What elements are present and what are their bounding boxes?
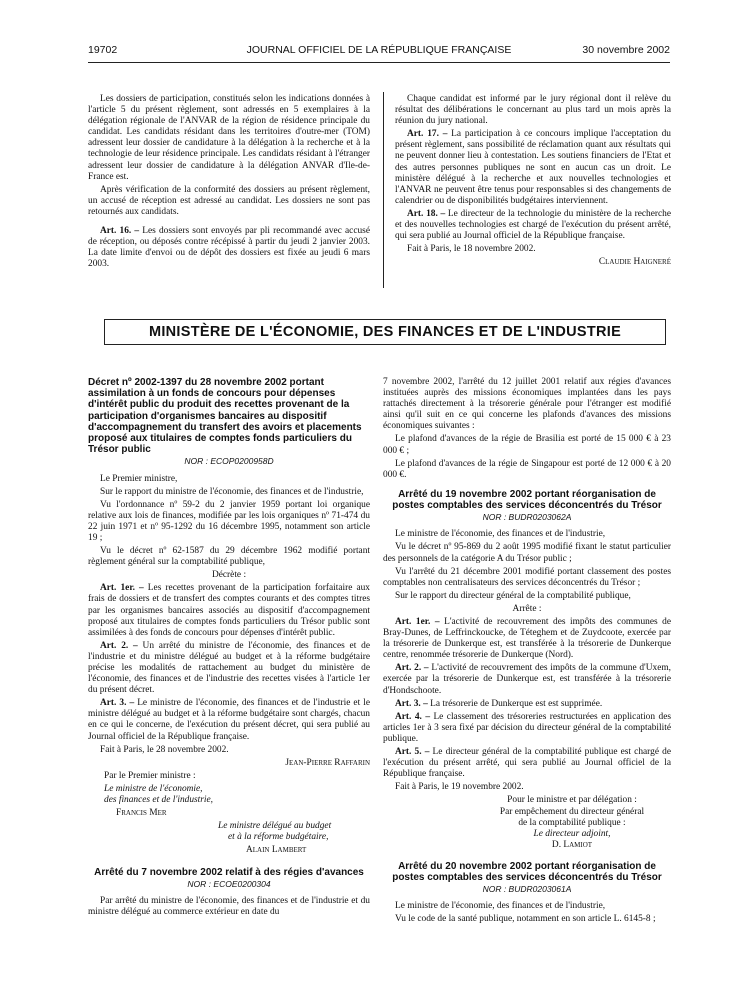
arrete-article-2: Art. 2. – L'activité de recouvrement des impôts de la commune d'Uxem, exercée par la trésorerie de Dunkerque est, est transférée à la trésorerie d'Hondschoote. [383,663,671,696]
page-header [88,44,670,63]
article-18: Art. 18. – Le directeur de la technologie du ministère de la recherche et des nouvelles technologies est chargé de l'exécution du présent arrêté, qui sera publié au Journal officiel de la République française. [395,208,671,242]
decrete: Décrète : [211,570,247,581]
signature: D. Lamiot [551,839,593,850]
paragraph: Sur le rapport du ministre de l'économie, des finances et de l'industrie, [100,486,364,497]
paragraph: Les dossiers de participation, constitués selon les indications données à l'article 5 du présent règlement, sont adressés en 5 exemplaires à la délégation régionale de l'ANVAR de la région de résidence principale du candidat. Les candidats résidant dans les territoires d'outre-mer (TOM) adressent leur dossier de candidature à la délégation à la recherche et à la technologie de leur résidence principale. Les candidats résidant à l'étranger adressent leur dossier de candidature à la délégation ANVAR d'Ile-de-France est. [88,94,370,182]
article-17: Art. 17. – La participation à ce concours implique l'acceptation du présent règlement, sans possibilité de réclamation quant aux résultats qui ne peuvent donner lieu à contestation. Les soutiens financiers de l'Etat et des autres personnes publiques ne sont en aucun cas un droit. Le ministère délégué à la recherche et aux nouvelles technologies et l'ANVAR ne peuvent être tenus pour responsables si des changements de calendrier ou de disponibilités budgétaires interviennent. [395,129,671,206]
decree-article-1: Art. 1er. – Les recettes provenant de la participation forfaitaire aux frais de dossiers et de transfert des comptes courants et des comptes titres par les organismes bancaires associés au dispositif d'accompagnement proposé aux titulaires de comptes fonds particuliers du Trésor public sont assimilées à des fonds de concours pour dépenses d'intérêt public. [88,583,370,638]
signature: Claudie Haigneré [598,257,671,268]
paragraph: Vu l'ordonnance nº 59-2 du 2 janvier 1959 portant loi organique relative aux lois de finances, modifiée par les lois organiques nº 71-474 du 22 juin 1971 et nº 95-1292 du 16 décembre 1995, notamment son article 19 ; [88,499,370,543]
paragraph: Le Premier ministre, [100,473,178,484]
paragraph: Le plafond d'avances de la régie de Singapour est porté de 12 000 € à 20 000 €. [383,458,671,480]
arrete-7nov-nor: NOR : ECOE0200304 [187,878,271,889]
delegation-line: Le directeur adjoint, [533,828,611,839]
decree-title: Décret nº 2002-1397 du 28 novembre 2002 portant assimilation à un fonds de concours pour dépenses d'intérêt public du produit des recettes provenant de la participation d'organismes bancaires au dispositif d'accompagnement du transfert des avoirs et placements proposé aux titulaires de comptes fonds particuliers du Trésor public [88,377,362,456]
paragraph: Vu le code de la santé publique, notamment en son article L. 6145-8 ; [395,914,656,925]
decree-nor: NOR : ECOP0200958D [184,456,274,467]
paragraph: Vu le décret nº 95-869 du 2 août 1995 modifié fixant le statut particulier des personnels de la catégorie A du Trésor public ; [383,542,671,564]
paragraph: Vu le décret nº 62-1587 du 29 décembre 1962 modifié portant règlement général sur la comptabilité publique, [88,546,370,568]
top-right-column [395,94,671,270]
arrete-article-4: Art. 4. – Le classement des trésoreries restructurées en application des articles 1er à 3 sera fixé par décision du directeur général de la comptabilité publique. [383,711,671,744]
done-at: Fait à Paris, le 18 novembre 2002. [407,244,536,255]
paragraph: Le ministre de l'économie, des finances et de l'industrie, [395,529,606,540]
done-at: Fait à Paris, le 28 novembre 2002. [100,744,229,755]
arrete-article-5: Art. 5. – Le directeur général de la comptabilité publique est chargé de l'exécution du présent arrêté, qui sera publié au Journal officiel de la République française. [383,747,671,780]
signature: Jean-Pierre Raffarin [285,757,370,768]
delegation-line: Par empêchement du directeur général [499,806,645,817]
column-divider [383,92,384,288]
paragraph: Vu l'arrêté du 21 décembre 2001 modifié portant classement des postes comptables non centralisateurs des services déconcentrés du Trésor ; [383,566,671,588]
page-number: 19702 [88,44,118,56]
paragraph: Le ministre de l'économie, des finances et de l'industrie, [395,901,606,912]
paragraph: Par arrêté du ministre de l'économie, des finances et de l'industrie et du ministre délégué au commerce extérieur en date du [88,895,370,917]
minister-title: Le ministre de l'économie, [104,783,203,794]
paragraph: 7 novembre 2002, l'arrêté du 12 juillet 2001 relatif aux régies d'avances instituées auprès des missions économiques implantées dans les pays rattachés directement à la trésorerie générale pour l'étranger est modifié ainsi qu'il suit en ce qui concerne les plafonds d'avances des missions économiques suivantes : [383,377,671,432]
by-prime-minister: Par le Premier ministre : [104,770,196,781]
bottom-right-column [383,377,671,928]
minister-title: Le ministre délégué au budget [218,821,332,832]
paragraph: Le plafond d'avances de la régie de Brasilia est porté de 15 000 € à 23 000 € ; [383,434,671,456]
minister-title: des finances et de l'industrie, [104,795,214,806]
paragraph: Après vérification de la conformité des dossiers au présent règlement, un accusé de réception est adressé au candidat. Les dossiers ne sont pas retournés aux candidats. [88,184,370,217]
arrete-word: Arrête : [512,603,542,614]
ministry-title: MINISTÈRE DE L'ÉCONOMIE, DES FINANCES ET DE L'INDUSTRIE [104,319,666,345]
signature: Francis Mer [116,808,167,819]
delegation-line: Pour le ministre et par délégation : [507,795,637,806]
arrete-20nov-title: Arrêté du 20 novembre 2002 portant réorganisation de postes comptables des services déconcentrés du Trésor [392,860,662,884]
arrete-article-1: Art. 1er. – L'activité de recouvrement des impôts des communes de Bray-Dunes, de Leffrinckoucke, de Téteghem et de Zuydcoote, exercée par la trésorerie de Dunkerque est, est transférée à la trésorerie de Dunkerque centre, renommée trésorerie de Dunkerque (Nord). [383,617,672,661]
arrete-20nov-nor: NOR : BUDR0203061A [482,884,572,895]
paragraph: Chaque candidat est informé par le jury régional dont il relève du résultat des délibérations le concernant au plus tard un mois après la réunion du jury national. [395,94,671,127]
done-at: Fait à Paris, le 19 novembre 2002. [395,782,524,793]
issue-date: 30 novembre 2002 [582,44,670,56]
arrete-19nov-title: Arrêté du 19 novembre 2002 portant réorganisation de postes comptables des services déconcentrés du Trésor [392,488,662,512]
minister-title: et à la réforme budgétaire, [228,832,329,843]
article-16: Art. 16. – Les dossiers sont envoyés par pli recommandé avec accusé de réception, ou déposés contre récépissé à partir du jeudi 2 janvier 2003. La date limite d'envoi ou de dépôt des dossiers est fixée au jeudi 6 mars 2003. [88,226,370,270]
delegation-line: de la comptabilité publique : [518,817,626,828]
decree-article-3: Art. 3. – Le ministre de l'économie, des finances et de l'industrie et le ministre délégué au budget et à la réforme budgétaire sont chargés, chacun en ce qui le concerne, de l'exécution du présent décret, qui sera publié au Journal officiel de la République française. [88,698,370,742]
arrete-19nov-nor: NOR : BUDR0203062A [482,512,572,523]
paragraph: Sur le rapport du directeur général de la comptabilité publique, [395,590,631,601]
bottom-left-column [88,377,370,920]
journal-title: JOURNAL OFFICIEL DE LA RÉPUBLIQUE FRANÇAISE [246,44,512,56]
arrete-7nov-title: Arrêté du 7 novembre 2002 relatif à des régies d'avances [94,866,364,878]
arrete-article-3: Art. 3. – La trésorerie de Dunkerque est est supprimée. [395,698,603,709]
top-left-column [88,94,370,272]
decree-article-2: Art. 2. – Un arrêté du ministre de l'économie, des finances et de l'industrie et du ministre délégué au budget et à la réforme budgétaire précise les modalités de rattachement au budget du ministère de l'économie, des finances et de l'industrie des recettes visées à l'article 1er du présent décret. [88,640,370,696]
signature: Alain Lambert [246,845,307,856]
